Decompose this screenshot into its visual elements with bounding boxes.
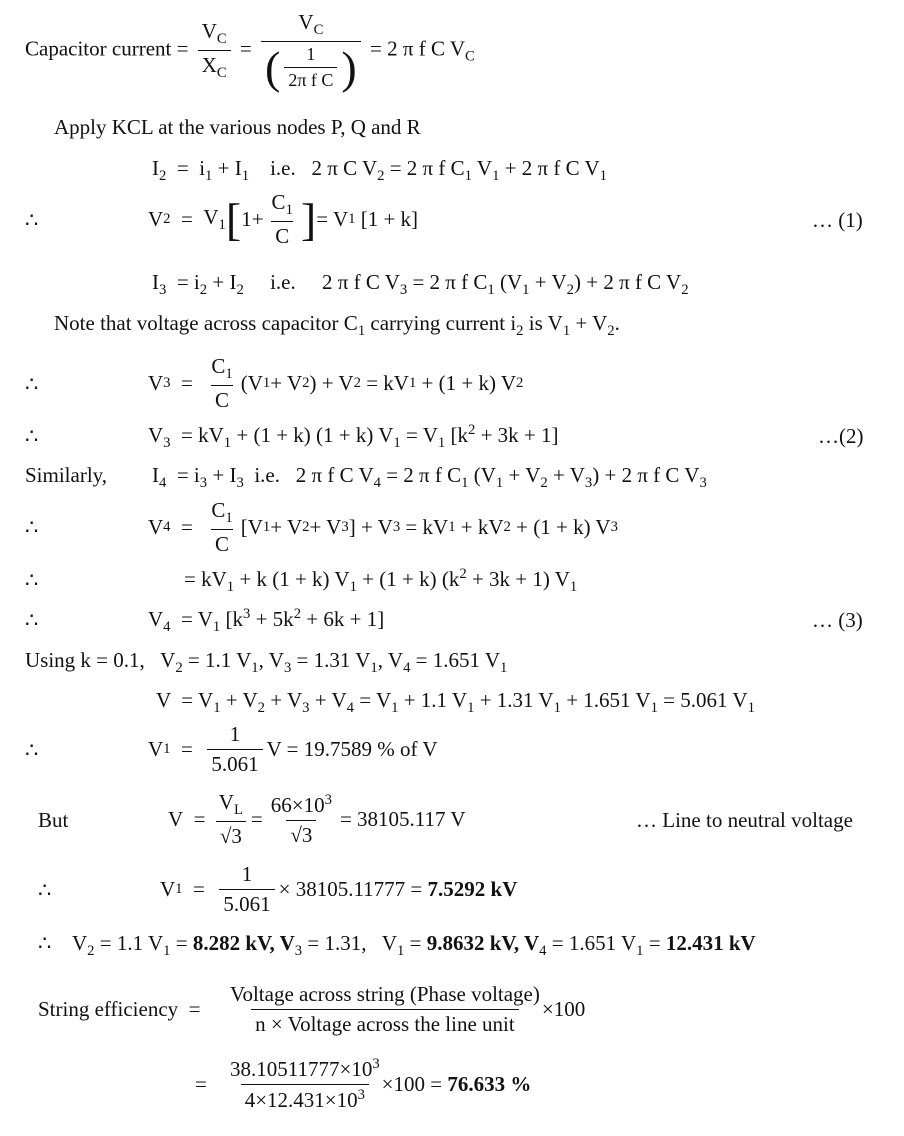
equation-v-sum: $V = V_1 + V_2 + V_3 + V_4 = V_1 + 1.1$ $V_1 + 1.31$ $V_1 + 1.651$ $V_1 = 5.061$ $V_1$ (156, 688, 755, 716)
equation-v1: V 1 = $\frac{1}{5.061}$ V = 19.7589 % of V (148, 722, 438, 776)
therefore-symbol: ∴ (25, 424, 39, 448)
fraction-c1-c: $\frac{C_1}{C}$ (211, 498, 233, 556)
kcl-intro: Apply KCL at the various nodes P, Q and R (54, 115, 421, 139)
string-efficiency-label: String efficiency = (38, 997, 201, 1021)
equation-v3b: $V_3 = kV_1 + (1 + k) (1 + k) V_1 = V_1$ $[k^2 + 3k + 1]$ (148, 422, 559, 451)
therefore-symbol: ∴ (25, 608, 39, 632)
final-voltages-line: ∴ $V_2 = 1.1$ $V_1 = 8.282$ kV, $V_3 = 1.31$, $V_1 = 9.8632$ kV, $V_4 = 1.651$ $V_1 = 12.431$ kV (38, 931, 756, 959)
fraction-66k-over-root3: $\frac{66\times 10^3}{√3}$ (270, 791, 332, 847)
therefore-symbol: ∴ (25, 372, 39, 396)
but-label: But (38, 808, 69, 832)
equals-sign: = (195, 1072, 207, 1096)
equation-tag-1: … (1) (812, 208, 863, 232)
therefore-symbol: ∴ (25, 208, 39, 232)
equation-tag-2: …(2) (818, 424, 864, 448)
equation-v3a: V 3 = $\frac{C_1}{C}$ (V 1 + V 2 ) + V 2 = kV 1 + (1 + k) V 2 (148, 354, 524, 412)
fraction-vc-xc: $\frac{V_C}{X_C}$ (198, 19, 231, 82)
fraction-string-efficiency: $\frac{\text{Voltage across string (Phase voltage)}}{\text{n × Voltage across the line unit}}$ (230, 982, 540, 1036)
equation-v4c: $V_4 = V_1$ $[k^3 + 5k^2 + 6k + 1]$ (148, 606, 385, 635)
equation-v2: V 2 = $V_1$ [ 1+ $\frac{C_1}{C}$ ] = V 1 [1 + k] (148, 190, 419, 248)
equation-tag-3: … (3) (812, 608, 863, 632)
fraction-1-over-5061: $\frac{1}{5.061}$ (207, 722, 262, 777)
using-k-line: Using k = 0.1, $V_2 = 1.1$ $V_1$, $V_3 = 1.31$ $V_1$, $V_4 = 1.651$ $V_1$ (25, 648, 508, 676)
therefore-symbol: ∴ (25, 515, 39, 539)
similarly-label: Similarly, (25, 463, 108, 487)
fraction-c1-c: $\frac{C_1}{C}$ (271, 190, 293, 248)
equation-line-to-neutral: V = $\frac{V_L}{√3}$ = $\frac{66\times 10^3}{√3}$ = 38105.117 V (168, 790, 466, 848)
therefore-symbol: ∴ (38, 878, 52, 902)
equation-v4b: = $kV_1 + k$ (1 + k) $V_1 + (1 + k) (k^2 + 3k + 1)$ $V_1$ (184, 566, 578, 595)
therefore-symbol: ∴ (25, 568, 39, 592)
capacitor-current-equation: Capacitor current = $\frac{V_C}{X_C}$ = $V_C$ ( $\frac{1}{\text{2π f C}}$ ) = 2 π f C $V_C$ (25, 10, 475, 93)
fraction-vl-over-root3: $\frac{V_L}{√3}$ (215, 790, 247, 849)
fraction-1-over-5061: $\frac{1}{5.061}$ (219, 862, 274, 917)
equation-i2: $I_2 = i_1 + I_1$ i.e. 2 π C $V_2 = 2$ π f $C_1$ $V_1 + 2$ π f C $V_1$ (152, 156, 607, 184)
equation-i4: $I_4 = i_3 + I_3$ i.e. 2 π f C $V_4 = 2$ π f $C_1$ $(V_1 + V_2 + V_3) + 2$ π f C $V_3$ (152, 463, 707, 491)
note-capacitor-voltage: Note that voltage across capacitor $C_1$ carrying current $i_2$ is $V_1 + V_2$. (54, 311, 620, 339)
equation-v4a: V 4 = $\frac{C_1}{C}$ [V 1 + V 2 + V 3 ] + V 3 = kV 1 + kV 2 + (1 + k) V 3 (148, 498, 618, 556)
fraction-vc-over-xc-expanded: $V_C$ ( $\frac{1}{\text{2π f C}}$ ) (261, 10, 361, 91)
equation-v1-numeric: V 1 = $\frac{1}{5.061}$ × 38105.11777 = 7.5292 kV (160, 862, 518, 916)
therefore-symbol: ∴ (25, 738, 39, 762)
string-efficiency-result: $\frac{38.10511777\times 10^3}{4\times 12.431\times 10^3}$ ×100 = 76.633 % (222, 1056, 531, 1113)
equation-label: Capacitor current (25, 36, 172, 61)
fraction-numeric-efficiency: $\frac{38.10511777\times 10^3}{4\times 12.431\times 10^3}$ (230, 1056, 380, 1112)
fraction-c1-c: $\frac{C_1}{C}$ (211, 354, 233, 412)
string-efficiency-formula: $\frac{\text{Voltage across string (Phase voltage)}}{\text{n × Voltage across the line unit}}$ ×100 (222, 982, 585, 1037)
line-to-neutral-note: … Line to neutral voltage (636, 808, 853, 832)
equation-i3: $I_3 = i_2 + I_2$ i.e. 2 π f C $V_3 = 2$ π f $C_1$ $(V_1 + V_2) + 2$ π f C $V_2$ (152, 270, 689, 298)
